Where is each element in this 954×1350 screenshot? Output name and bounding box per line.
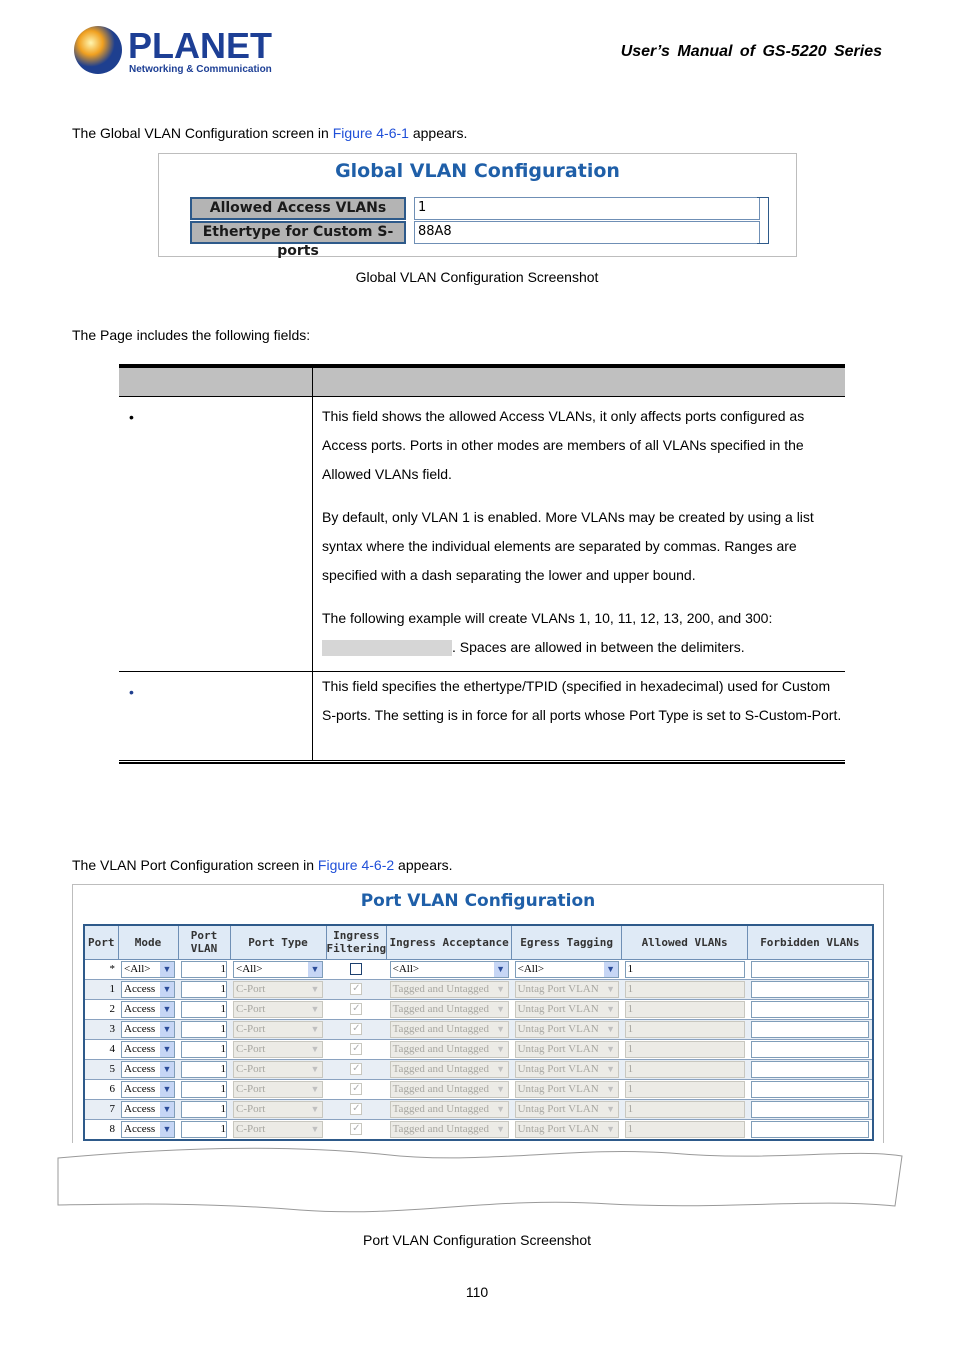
ethertype-input[interactable]: 88A8 xyxy=(414,221,760,244)
port-number: 8 xyxy=(84,1119,118,1140)
port-type-select[interactable] xyxy=(233,1061,323,1078)
egress-tagging-select[interactable] xyxy=(515,981,619,998)
table-row xyxy=(84,1119,873,1140)
input-value: 1 xyxy=(220,982,226,995)
panel-title: Global VLAN Configuration xyxy=(335,160,620,182)
chevron-down-icon: ▼ xyxy=(160,1002,174,1017)
table-row xyxy=(84,1019,873,1039)
mode-select[interactable] xyxy=(121,1041,175,1058)
selected-value: <All> xyxy=(517,962,545,975)
highlight-example xyxy=(322,640,452,656)
chevron-down-icon: ▼ xyxy=(494,1002,508,1017)
chevron-down-icon: ▼ xyxy=(604,1022,618,1037)
input-value: 1 xyxy=(627,1002,634,1015)
port-number: 2 xyxy=(84,999,118,1019)
port-number: 4 xyxy=(84,1039,118,1059)
egress-tagging-select[interactable] xyxy=(515,1081,619,1098)
chevron-down-icon: ▼ xyxy=(494,1102,508,1117)
input-value: 1 xyxy=(220,1002,226,1015)
port-number: 6 xyxy=(84,1079,118,1099)
allowed-vlans-input[interactable] xyxy=(625,1081,745,1098)
input-value: 1 xyxy=(220,1062,226,1075)
panel-title: Port VLAN Configuration xyxy=(360,891,596,911)
chevron-down-icon: ▼ xyxy=(604,962,618,977)
chevron-down-icon: ▼ xyxy=(494,1082,508,1097)
forbidden-vlans-input[interactable] xyxy=(751,1001,869,1018)
selected-value: C-Port xyxy=(236,1122,266,1135)
planet-logo xyxy=(72,22,272,78)
port-number: 5 xyxy=(84,1059,118,1079)
mode-select[interactable] xyxy=(121,1101,175,1118)
figure-caption: Global VLAN Configuration Screenshot xyxy=(355,269,599,285)
port-intro xyxy=(72,857,453,873)
chevron-down-icon: ▼ xyxy=(308,1022,322,1037)
column-header: Ingress Filtering xyxy=(326,925,387,959)
selected-value: Access xyxy=(124,1002,156,1015)
port-type-select[interactable] xyxy=(233,1121,323,1138)
port-type-select[interactable] xyxy=(233,961,323,978)
table-row xyxy=(119,672,845,760)
input-value: 1 xyxy=(627,1062,634,1075)
mode-select[interactable] xyxy=(121,1021,175,1038)
ingress-filtering-checkbox[interactable]: ✓ xyxy=(352,1003,361,1014)
chevron-down-icon: ▼ xyxy=(494,1042,508,1057)
selected-value: Untag Port VLAN xyxy=(517,1122,599,1135)
ingress-acceptance-select[interactable] xyxy=(390,1001,509,1018)
manual-title: User’s Manual of GS-5220 Series xyxy=(620,43,882,60)
ingress-filtering-checkbox[interactable]: ✓ xyxy=(352,1023,361,1034)
selected-value: C-Port xyxy=(236,1042,266,1055)
port-vlan-input[interactable] xyxy=(181,1061,227,1078)
table-row xyxy=(119,397,845,672)
ingress-filtering-checkbox[interactable]: ✓ xyxy=(352,1123,361,1134)
egress-tagging-select[interactable] xyxy=(515,1101,619,1118)
chevron-down-icon: ▼ xyxy=(160,1122,174,1137)
egress-tagging-select[interactable] xyxy=(515,1121,619,1138)
selected-value: Access xyxy=(124,1082,156,1095)
figure-link[interactable]: Figure 4-6-2 xyxy=(317,857,395,873)
selected-value: Untag Port VLAN xyxy=(517,1002,599,1015)
ingress-filtering-checkbox[interactable]: ✓ xyxy=(352,1043,361,1054)
column-header: Forbidden VLANs xyxy=(748,925,873,959)
mode-select[interactable] xyxy=(121,1081,175,1098)
egress-tagging-select[interactable] xyxy=(515,1041,619,1058)
chevron-down-icon: ▼ xyxy=(308,1082,322,1097)
allowed-vlans-input[interactable] xyxy=(625,1041,745,1058)
allowed-vlans-input[interactable] xyxy=(625,961,745,978)
chevron-down-icon: ▼ xyxy=(308,1102,322,1117)
ingress-filtering-checkbox[interactable]: ✓ xyxy=(352,1083,361,1094)
svg-text:Networking & Communication: Networking & Communication xyxy=(129,64,272,75)
table-row xyxy=(84,1059,873,1079)
selected-value: Untag Port VLAN xyxy=(517,1102,599,1115)
input-value: 1 xyxy=(220,1102,226,1115)
global-intro xyxy=(72,125,467,141)
chevron-down-icon: ▼ xyxy=(308,1122,322,1137)
egress-tagging-select[interactable] xyxy=(515,1001,619,1018)
selected-value: Access xyxy=(124,1062,156,1075)
input-value: 1 xyxy=(627,1082,634,1095)
selected-value: <All> xyxy=(124,962,151,975)
chevron-down-icon: ▼ xyxy=(160,1082,174,1097)
port-number: 1 xyxy=(84,979,118,999)
forbidden-vlans-input[interactable] xyxy=(751,961,869,978)
selected-value: <All> xyxy=(236,962,263,975)
chevron-down-icon: ▼ xyxy=(160,1102,174,1117)
chevron-down-icon: ▼ xyxy=(160,962,174,977)
selected-value: C-Port xyxy=(236,1082,266,1095)
allowed-vlans-input[interactable] xyxy=(625,1061,745,1078)
port-vlan-input[interactable] xyxy=(181,961,227,978)
port-vlan-input[interactable] xyxy=(181,1101,227,1118)
port-type-select[interactable] xyxy=(233,1081,323,1098)
mode-select[interactable] xyxy=(121,1121,175,1138)
chevron-down-icon: ▼ xyxy=(160,1022,174,1037)
bullet: • xyxy=(129,684,134,700)
port-vlan-input[interactable] xyxy=(181,981,227,998)
port-vlan-config-panel xyxy=(72,884,884,1143)
input-value: 1 xyxy=(627,1042,634,1055)
port-type-select[interactable] xyxy=(233,1101,323,1118)
mode-select[interactable] xyxy=(121,981,175,998)
allowed-vlans-input[interactable] xyxy=(625,1001,745,1018)
column-header: Egress Tagging xyxy=(512,925,622,959)
egress-tagging-select[interactable] xyxy=(515,1061,619,1078)
input-value: 1 xyxy=(220,1042,226,1055)
chevron-down-icon: ▼ xyxy=(308,1042,322,1057)
input-value: 1 xyxy=(627,1102,634,1115)
selected-value: Access xyxy=(124,1102,156,1115)
column-header: Mode xyxy=(118,925,178,959)
table-row xyxy=(84,1039,873,1059)
allowed-vlans-input[interactable] xyxy=(625,1021,745,1038)
mode-select[interactable] xyxy=(121,1061,175,1078)
selected-value: C-Port xyxy=(236,1102,266,1115)
global-vlan-config-panel xyxy=(158,153,797,257)
chevron-down-icon: ▼ xyxy=(604,1062,618,1077)
port-type-select[interactable] xyxy=(233,1001,323,1018)
selected-value: Untag Port VLAN xyxy=(517,982,599,995)
chevron-down-icon: ▼ xyxy=(308,1062,322,1077)
forbidden-vlans-input[interactable] xyxy=(751,981,869,998)
input-value: 1 xyxy=(220,962,226,975)
ingress-filtering-checkbox[interactable]: ✓ xyxy=(352,1063,361,1074)
chevron-down-icon: ▼ xyxy=(494,1022,508,1037)
table-border xyxy=(757,197,769,244)
chevron-down-icon: ▼ xyxy=(494,1062,508,1077)
table-row xyxy=(84,979,873,999)
port-number: 3 xyxy=(84,1019,118,1039)
allowed-access-vlans-input[interactable]: 1 xyxy=(414,197,760,220)
allowed-vlans-input[interactable] xyxy=(625,981,745,998)
port-number: * xyxy=(84,959,118,979)
all-ports-row xyxy=(84,959,873,979)
input-value: 1 xyxy=(220,1122,226,1135)
selected-value: Untag Port VLAN xyxy=(517,1042,599,1055)
port-vlan-input[interactable] xyxy=(181,1041,227,1058)
field-label: Ethertype for Custom S-ports xyxy=(190,221,406,244)
mode-select[interactable] xyxy=(121,961,175,978)
intro-text: The Global VLAN Configuration screen in xyxy=(72,125,333,141)
column-header: Allowed VLANs xyxy=(622,925,748,959)
selected-value: Tagged and Untagged xyxy=(392,1022,489,1035)
description: This field shows the allowed Access VLANs, it only affects ports configured as Access ports. Ports in other modes are members of all VLANs specified in the Allowed VLANs field. xyxy=(322,408,805,482)
input-value: 1 xyxy=(220,1022,226,1035)
chevron-down-icon: ▼ xyxy=(604,1042,618,1057)
description: By default, only VLAN 1 is enabled. More VLANs may be created by using a list syntax where the individual elements are separated by commas. Ranges are specified with a dash separating the lower and upper bound. xyxy=(322,509,814,583)
ingress-acceptance-select[interactable] xyxy=(390,1061,509,1078)
fields-intro: The Page includes the following fields: xyxy=(72,327,311,343)
selected-value: <All> xyxy=(392,962,420,975)
selected-value: Tagged and Untagged xyxy=(392,1062,489,1075)
chevron-down-icon: ▼ xyxy=(160,1062,174,1077)
chevron-down-icon: ▼ xyxy=(160,1042,174,1057)
selected-value: Access xyxy=(124,982,156,995)
figure-link[interactable]: Figure 4-6-1 xyxy=(332,125,409,141)
forbidden-vlans-input[interactable] xyxy=(751,1061,869,1078)
port-vlan-table xyxy=(83,924,874,1141)
selected-value: Access xyxy=(124,1022,156,1035)
table-row xyxy=(84,1079,873,1099)
ingress-filtering-checkbox[interactable] xyxy=(350,963,362,975)
fields-table xyxy=(119,364,845,764)
selected-value: Tagged and Untagged xyxy=(392,1102,489,1115)
input-value: 1 xyxy=(220,1082,226,1095)
port-type-select[interactable] xyxy=(233,981,323,998)
selected-value: Untag Port VLAN xyxy=(517,1082,599,1095)
forbidden-vlans-input[interactable] xyxy=(751,1121,869,1138)
chevron-down-icon: ▼ xyxy=(494,1122,508,1137)
ingress-acceptance-select[interactable] xyxy=(390,1021,509,1038)
column-header: Port VLAN xyxy=(178,925,230,959)
selected-value: Tagged and Untagged xyxy=(392,1082,489,1095)
description: . Spaces are allowed in between the delimiters. xyxy=(452,639,745,655)
figure-caption: Port VLAN Configuration Screenshot xyxy=(362,1232,591,1248)
chevron-down-icon: ▼ xyxy=(604,1102,618,1117)
allowed-vlans-input[interactable] xyxy=(625,1121,745,1138)
intro-text: appears. xyxy=(408,125,468,141)
chevron-down-icon: ▼ xyxy=(494,962,508,977)
column-header: Port xyxy=(84,925,118,959)
input-value: 1 xyxy=(627,1122,634,1135)
selected-value: Tagged and Untagged xyxy=(392,1122,489,1135)
forbidden-vlans-input[interactable] xyxy=(751,1081,869,1098)
port-type-select[interactable] xyxy=(233,1041,323,1058)
selected-value: C-Port xyxy=(236,982,266,995)
chevron-down-icon: ▼ xyxy=(604,1082,618,1097)
table-row xyxy=(84,999,873,1019)
page-number: 110 xyxy=(465,1284,489,1300)
chevron-down-icon: ▼ xyxy=(604,1002,618,1017)
column-header: Port Type xyxy=(230,925,326,959)
selected-value: Tagged and Untagged xyxy=(392,1042,489,1055)
chevron-down-icon: ▼ xyxy=(160,982,174,997)
port-type-select[interactable] xyxy=(233,1021,323,1038)
input-value: 1 xyxy=(627,982,634,995)
torn-edge xyxy=(50,1144,910,1224)
ingress-filtering-checkbox[interactable]: ✓ xyxy=(352,983,361,994)
port-vlan-input[interactable] xyxy=(181,1121,227,1138)
egress-tagging-select[interactable] xyxy=(515,1021,619,1038)
field-label: Allowed Access VLANs xyxy=(190,197,406,220)
port-vlan-input[interactable] xyxy=(181,1001,227,1018)
chevron-down-icon: ▼ xyxy=(604,982,618,997)
bullet: • xyxy=(129,409,134,425)
selected-value: C-Port xyxy=(236,1062,266,1075)
table-header xyxy=(119,368,845,397)
selected-value: Tagged and Untagged xyxy=(392,1002,489,1015)
mode-select[interactable] xyxy=(121,1001,175,1018)
chevron-down-icon: ▼ xyxy=(308,962,322,977)
chevron-down-icon: ▼ xyxy=(308,982,322,997)
selected-value: C-Port xyxy=(236,1002,266,1015)
selected-value: Access xyxy=(124,1122,156,1135)
port-vlan-input[interactable] xyxy=(181,1081,227,1098)
selected-value: Access xyxy=(124,1042,156,1055)
egress-tagging-select[interactable] xyxy=(515,961,619,978)
ingress-acceptance-select[interactable] xyxy=(390,981,509,998)
forbidden-vlans-input[interactable] xyxy=(751,1021,869,1038)
svg-text:PLANET: PLANET xyxy=(128,25,272,66)
ingress-acceptance-select[interactable] xyxy=(390,1101,509,1118)
port-number: 7 xyxy=(84,1099,118,1119)
intro-text: The VLAN Port Configuration screen in xyxy=(72,857,318,873)
table-row xyxy=(84,1099,873,1119)
description: The following example will create VLANs 1, 10, 11, 12, 13, 200, and 300: xyxy=(322,610,773,626)
chevron-down-icon: ▼ xyxy=(604,1122,618,1137)
ingress-acceptance-select[interactable] xyxy=(390,961,509,978)
ingress-acceptance-select[interactable] xyxy=(390,1081,509,1098)
ingress-filtering-checkbox[interactable]: ✓ xyxy=(352,1103,361,1114)
description: This field specifies the ethertype/TPID (specified in hexadecimal) used for Custom S-ports. The setting is in force for all ports whose Port Type is set to S-Custom-Port. xyxy=(322,678,842,723)
allowed-vlans-input[interactable] xyxy=(625,1101,745,1118)
input-value: 1 xyxy=(627,962,634,975)
selected-value: Untag Port VLAN xyxy=(517,1022,599,1035)
input-value: 1 xyxy=(627,1022,634,1035)
column-header: Ingress Acceptance xyxy=(387,925,512,959)
ingress-acceptance-select[interactable] xyxy=(390,1041,509,1058)
ethertype-row xyxy=(190,221,760,259)
selected-value: Untag Port VLAN xyxy=(517,1062,599,1075)
allowed-access-vlans-row xyxy=(190,197,760,220)
chevron-down-icon: ▼ xyxy=(308,1002,322,1017)
forbidden-vlans-input[interactable] xyxy=(751,1101,869,1118)
forbidden-vlans-input[interactable] xyxy=(751,1041,869,1058)
ingress-acceptance-select[interactable] xyxy=(390,1121,509,1138)
intro-text: appears. xyxy=(394,857,453,873)
selected-value: C-Port xyxy=(236,1022,266,1035)
selected-value: Tagged and Untagged xyxy=(392,982,489,995)
chevron-down-icon: ▼ xyxy=(494,982,508,997)
port-vlan-input[interactable] xyxy=(181,1021,227,1038)
